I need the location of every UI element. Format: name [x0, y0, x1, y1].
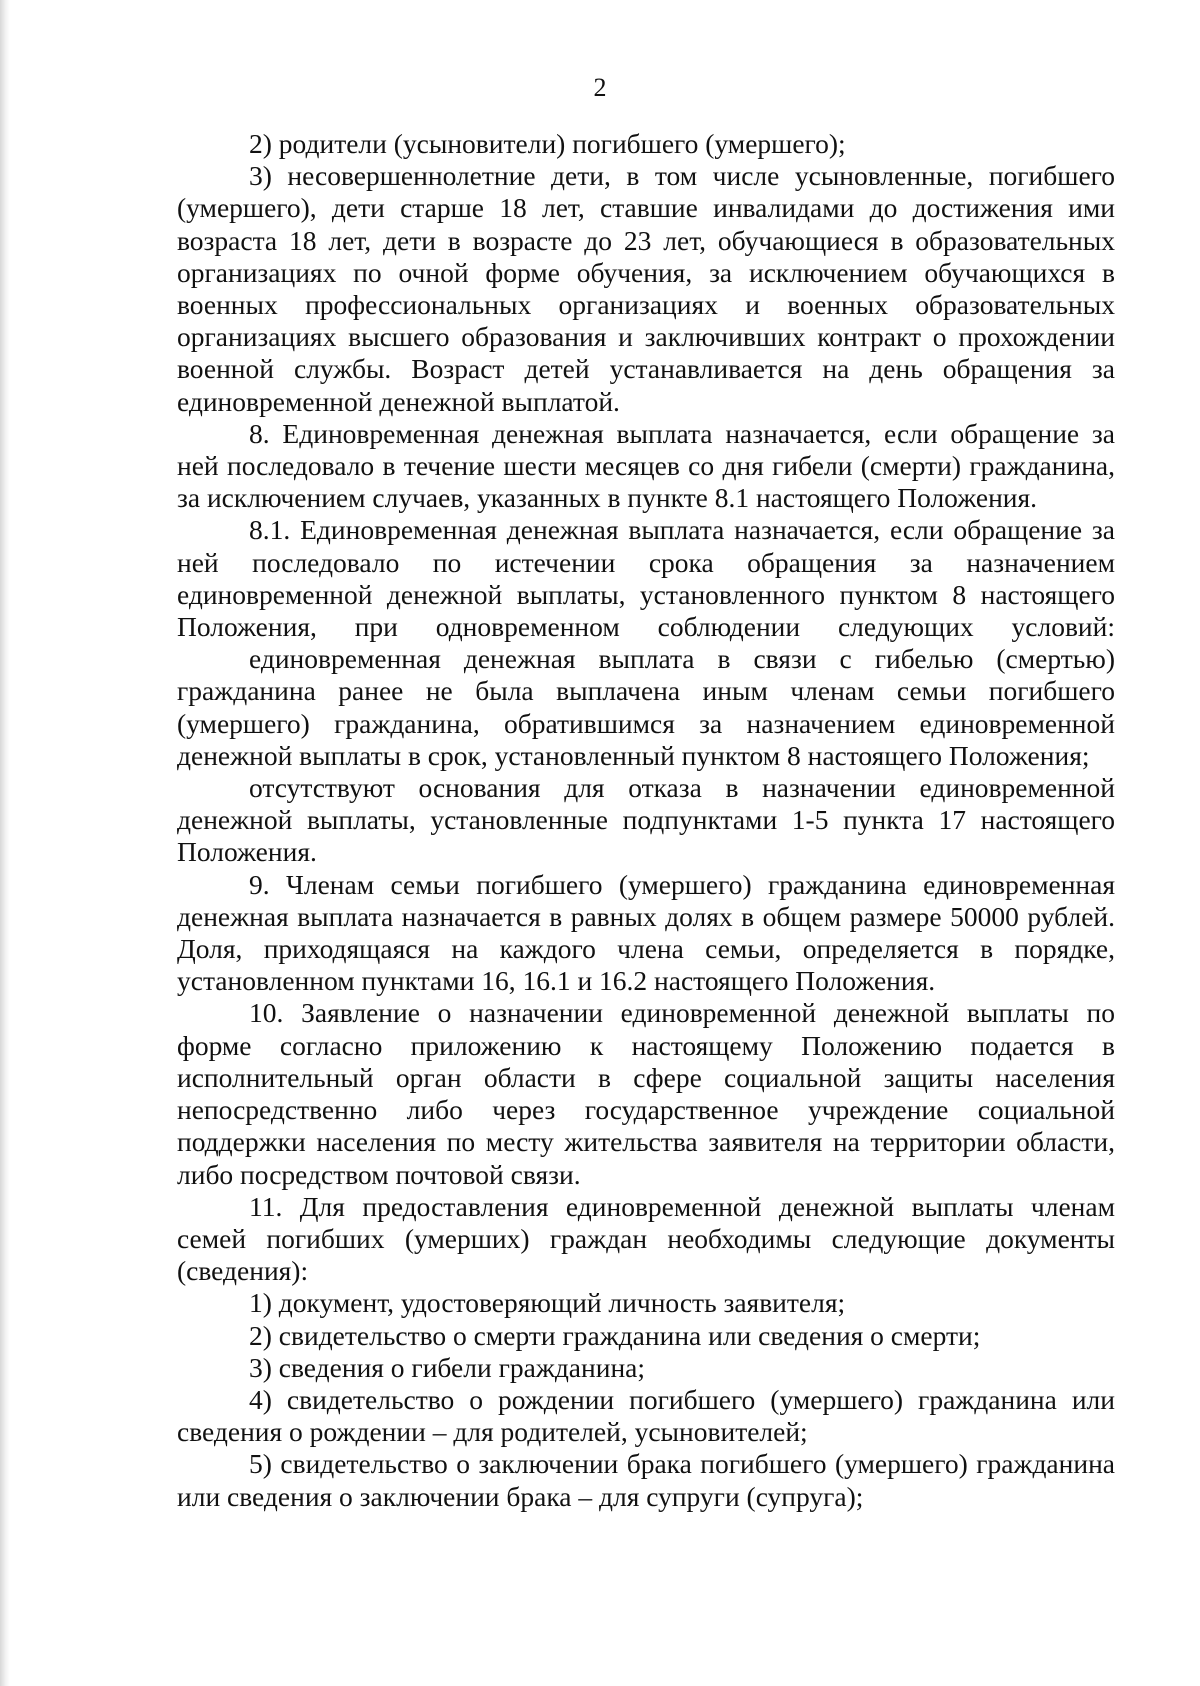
paragraph-clause-8-1: 8.1. Единовременная денежная выплата назначается, если обращение за ней последовало по истечении срока обращения за назначением единовременной денежной выплаты, установленного пунктом 8 настоящего Положения, при одновременном соблюдении следующих условий: — [177, 514, 1115, 643]
paragraph-condition-not-paid: единовременная денежная выплата в связи с гибелью (смертью) гражданина ранее не была выплачена иным членам семьи погибшего (умершего) гражданина, обратившимся за назначением единовременной денежной выплаты в срок, установленный пунктом 8 настоящего Положения; — [177, 643, 1115, 771]
document-body — [177, 128, 1115, 1513]
paragraph-doc-1-identity: 1) документ, удостоверяющий личность заявителя; — [249, 1287, 846, 1319]
scan-edge — [0, 0, 10, 1686]
paragraph-item-3-children: 3) несовершеннолетние дети, в том числе усыновленные, погибшего (умершего), дети старше 18 лет, ставшие инвалидами до достижения ими возраста 18 лет, дети в возрасте до 23 лет, обучающиеся в образовательных организациях по очной форме обучения, за исключением обучающихся в военных профессиональных организациях и военных образовательных организациях высшего образования и заключивших контракт о прохождении военной службы. Возраст детей устанавливается на день обращения за единовременной денежной выплатой. — [177, 160, 1115, 417]
paragraph-clause-9: 9. Членам семьи погибшего (умершего) гражданина единовременная денежная выплата назначается в равных долях в общем размере 50000 рублей. Доля, приходящаяся на каждого члена семьи, определяется в порядке, установленном пунктами 16, 16.1 и 16.2 настоящего Положения. — [177, 868, 1115, 997]
paragraph-clause-10: 10. Заявление о назначении единовременной денежной выплаты по форме согласно приложению к настоящему Положению подается в исполнительный орган области в сфере социальной защиты населения непосредственно либо через государственное учреждение социальной поддержки населения по месту жительства заявителя на территории области, либо посредством почтовой связи. — [177, 997, 1115, 1190]
paragraph-doc-4-birth-certificate: 4) свидетельство о рождении погибшего (умершего) гражданина или сведения о рождении – для родителей, усыновителей; — [177, 1383, 1115, 1448]
paragraph-doc-2-death-certificate: 2) свидетельство о смерти гражданина или сведения о смерти; — [249, 1319, 981, 1351]
page-number: 2 — [593, 73, 607, 102]
paragraph-item-2-parents: 2) родители (усыновители) погибшего (умершего); — [249, 128, 846, 159]
paragraph-clause-11: 11. Для предоставления единовременной денежной выплаты членам семей погибших (умерших) граждан необходимы следующие документы (сведения): — [177, 1190, 1115, 1287]
paragraph-doc-3-death-info: 3) сведения о гибели гражданина; — [249, 1351, 646, 1383]
paragraph-doc-5-marriage-certificate: 5) свидетельство о заключении брака погибшего (умершего) гражданина или сведения о заключении брака – для супруги (супруга); — [177, 1448, 1115, 1512]
paragraph-condition-no-refusal: отсутствуют основания для отказа в назначении единовременной денежной выплаты, установленные подпунктами 1-5 пункта 17 настоящего Положения. — [177, 772, 1115, 868]
paragraph-clause-8: 8. Единовременная денежная выплата назначается, если обращение за ней последовало в течение шести месяцев со дня гибели (смерти) гражданина, за исключением случаев, указанных в пункте 8.1 настоящего Положения. — [177, 417, 1115, 514]
